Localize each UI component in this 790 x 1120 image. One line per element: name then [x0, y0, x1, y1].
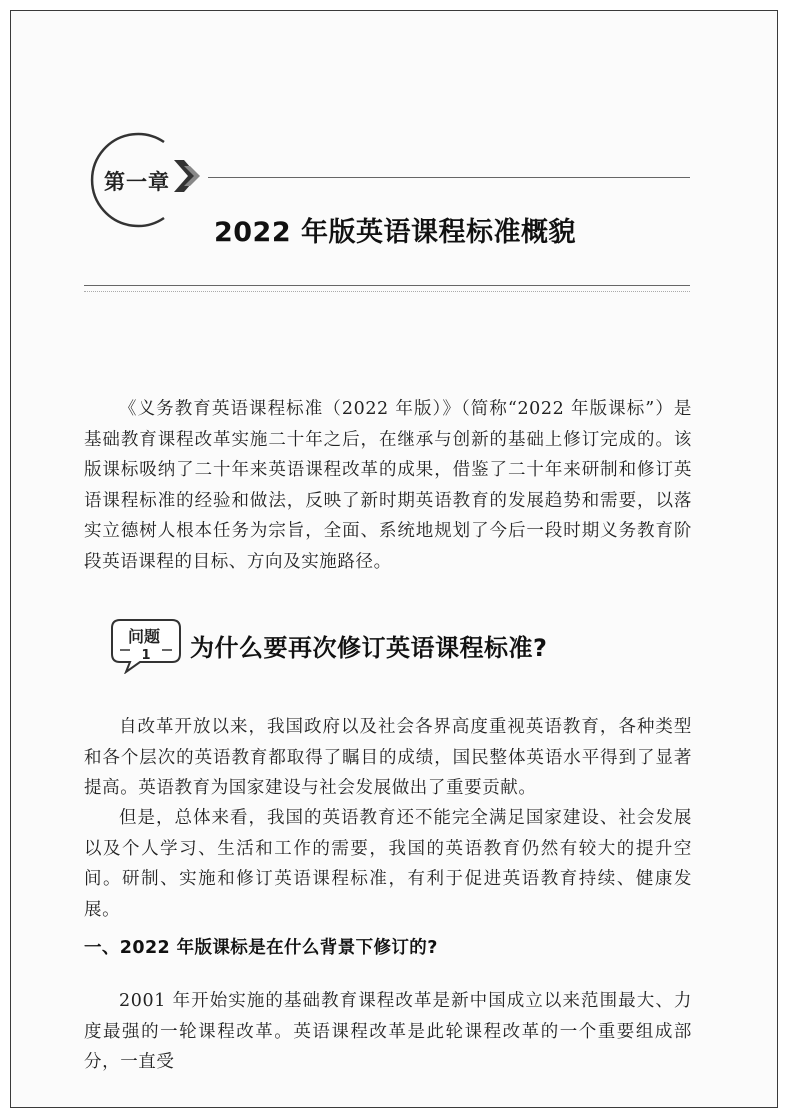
- section-heading: 一、2022 年版课标是在什么背景下修订的?: [84, 938, 438, 958]
- chapter-title: 2022 年版英语课程标准概貌: [213, 217, 577, 248]
- question-label: 问题: [128, 627, 161, 646]
- header-dotted-rule: [84, 291, 690, 292]
- section-paragraph: 2001 年开始实施的基础教育课程改革是新中国成立以来范围最大、力度最强的一轮课程改革。英语课程改革是此轮课程改革的一个重要组成部分，一直受: [84, 991, 692, 1072]
- header-rule-bottom: [84, 285, 690, 286]
- header-rule-top: [208, 177, 690, 178]
- question-number: 1: [141, 648, 151, 663]
- intro-paragraph: 《义务教育英语课程标准（2022 年版）》（简称“2022 年版课标”）是基础教育课程改革实施二十年之后，在继承与创新的基础上修订完成的。该版课标吸纳了二十年来英语课程改革的成果，借鉴了二十年来研制和修订英语课程标准的经验和做法，反映了新时期英语教育的发展趋势和需要，以落实立德树人根本任务为宗旨，全面、系统地规划了今后一段时期义务教育阶段英语课程的目标、方向及实施路径。: [84, 399, 692, 572]
- body-paragraph-1: 自改革开放以来，我国政府以及社会各界高度重视英语教育，各种类型和各个层次的英语教育都取得了瞩目的成绩，国民整体英语水平得到了显著提高。英语教育为国家建设与社会发展做出了重要贡献。: [84, 717, 692, 798]
- question-title: 为什么要再次修订英语课程标准?: [190, 634, 548, 662]
- body-paragraph-2: 但是，总体来看，我国的英语教育还不能完全满足国家建设、社会发展以及个人学习、生活和工作的需要，我国的英语教育仍然有较大的提升空间。研制、实施和修订英语课程标准，有利于促进英语教育持续、健康发展。: [84, 808, 692, 920]
- chapter-label: 第一章: [104, 170, 170, 194]
- double-chevron-icon: [172, 156, 206, 196]
